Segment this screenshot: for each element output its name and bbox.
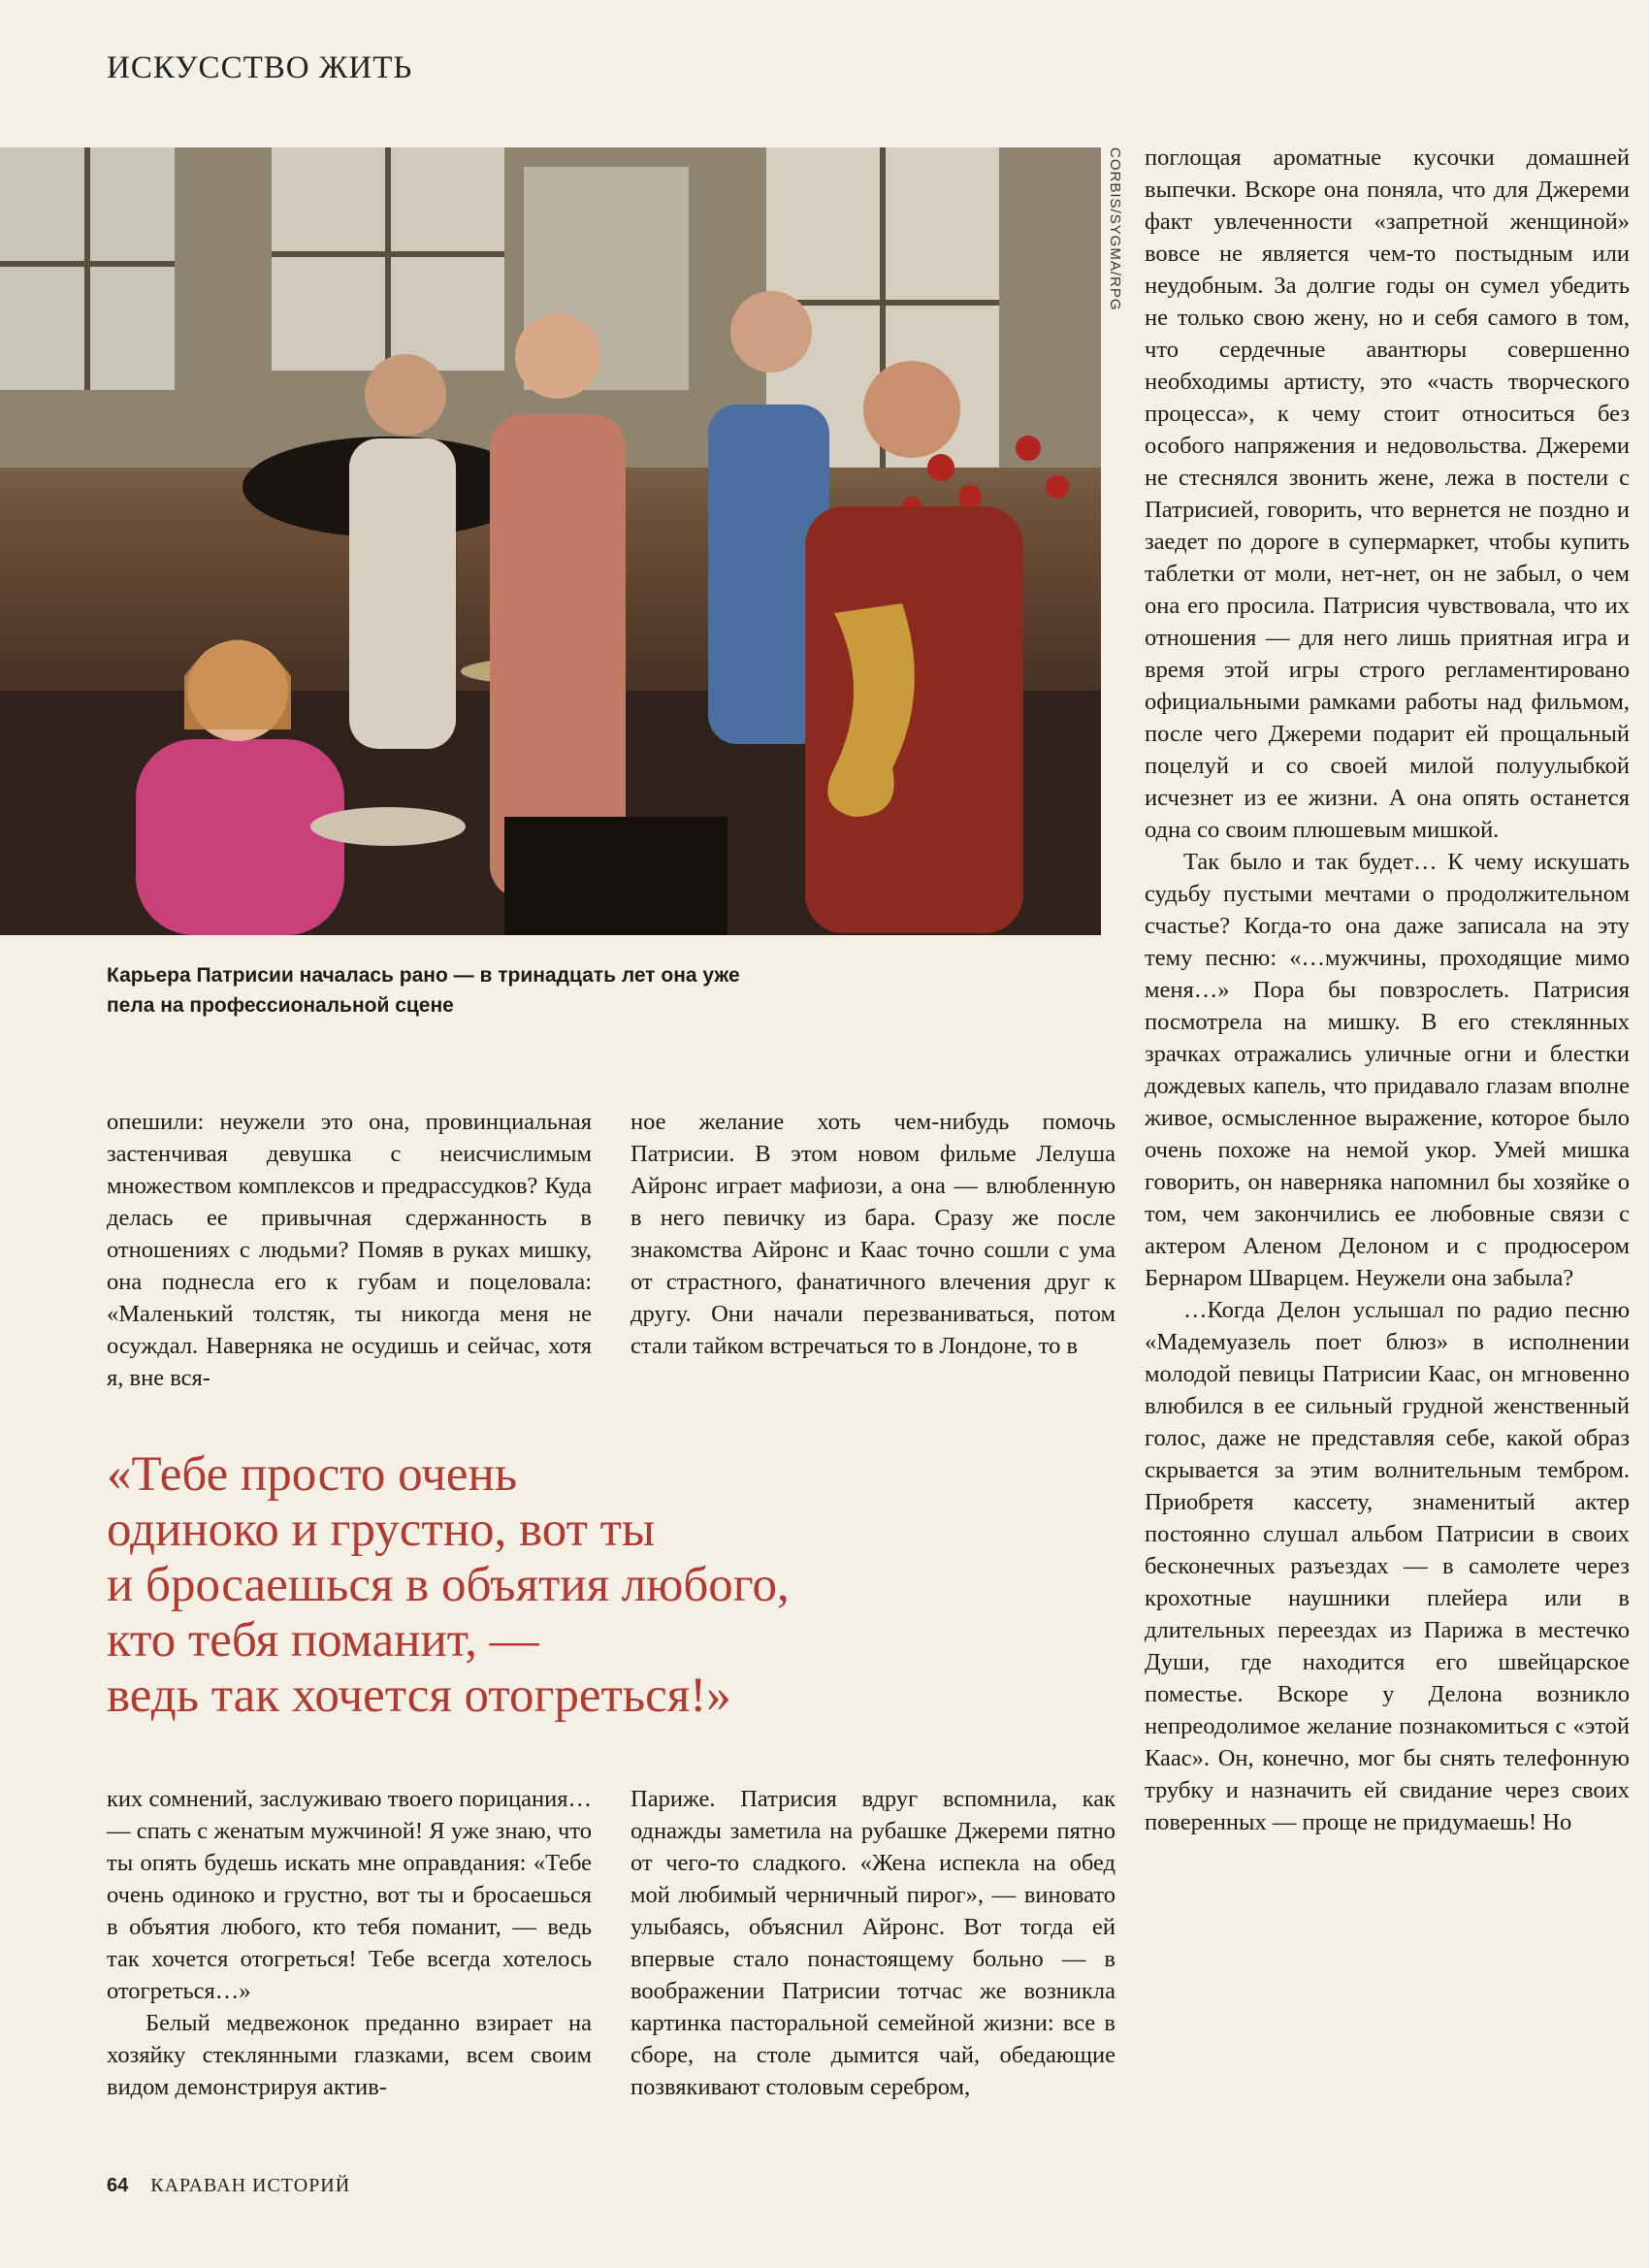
paragraph: Так было и так будет… К чему искушать судьбу пустыми мечтами о продолжительном счастье? Когда-то она даже записала на эту тему песню: «…мужчины, проходящие мимо меня…» Пора бы повзрослеть. Патрисия посмотрела на мишку. В его стеклянных зрачках отражались уличные огни и блестки дождевых капель, что придавало глазам вполне живое, осмысленное выражение, которое было очень похоже на немой укор. Умей мишка говорить, он наверняка напомнил бы хозяйке о том, чем закончились ее любовные связи с актером Аленом Делоном и с продюсером Бернаром Шварцем. Неужели она забыла? bbox=[1145, 849, 1630, 1291]
pull-quote-line: одиноко и грустно, вот ты bbox=[107, 1503, 656, 1557]
paragraph: ное желание хоть чем-нибудь помочь Патрисии. В этом новом фильме Лелуша Айронс играет мафиози, а она — влюбленную в него певичку из бара. Сразу же после знакомства Айронс и Каас точно сошли с ума от страстного, фанатичного влечения друг к другу. Они начали перезваниваться, потом стали тайком встречаться то в Лондоне, то в bbox=[630, 1109, 1116, 1359]
right-column bbox=[1145, 142, 1630, 1838]
pull-quote-line: «Тебе просто очень bbox=[107, 1447, 518, 1502]
pull-quote-line: ведь так хочется отогреться!» bbox=[107, 1669, 731, 1723]
band-photo bbox=[0, 147, 1101, 935]
paragraph: Париже. Патрисия вдруг вспомнила, как однажды заметила на рубашке Джереми пятно от чего-то сладкого. «Жена испекла на обед мой любимый черничный пирог», — виновато улыбаясь, объяснил Айронс. Вот тогда ей впервые стало понастоящему больно — в воображении Патрисии тотчас же возникла картинка пасторальной семейной жизни: все в сборе, на столе дымится чай, обедающие позвякивают столовым серебром, bbox=[630, 1786, 1116, 2100]
magazine-name: КАРАВАН ИСТОРИЙ bbox=[150, 2175, 351, 2196]
page-number: 64 bbox=[107, 2175, 129, 2196]
section-title: ИСКУССТВО ЖИТЬ bbox=[107, 50, 413, 85]
column-middle-lower bbox=[630, 1783, 1116, 2103]
column-middle-upper bbox=[630, 1106, 1116, 1362]
photo-illustration bbox=[0, 147, 1101, 935]
paragraph: Белый медвежонок преданно взирает на хозяйку стеклянными глазками, всем своим видом демонстрируя актив- bbox=[107, 2010, 592, 2100]
paragraph: ких сомнений, заслуживаю твоего порицания… — спать с женатым мужчиной! Я уже знаю, что ты опять будешь искать мне оправдания: «Тебе очень одиноко и грустно, вот ты и бросаешься в объятия любого, кто тебя поманит, — ведь так хочется отогреться! Тебе всегда хотелось отогреться…» bbox=[107, 1786, 592, 2004]
paragraph: опешили: неужели это она, провинциальная застенчивая девушка с неисчислимым множеством комплексов и предрассудков? Куда делась ее привычная сдержанность в отношениях с людьми? Помяв в руках мишку, она поднесла его к губам и поцеловала: «Маленький толстяк, ты никогда меня не осуждал. Наверняка не осудишь и сейчас, хотя я, вне вся- bbox=[107, 1109, 592, 1391]
photo-caption: Карьера Патрисии началась рано — в тринадцать лет она уже пела на профессиональной сцене bbox=[107, 964, 740, 1017]
paragraph: поглощая ароматные кусочки домашней выпечки. Вскоре она поняла, что для Джереми факт увлеченности «запретной женщиной» вовсе не является чем-то постыдным или неудобным. За долгие годы он сумел убедить не только свою жену, но и себя самого в том, что сердечные авантюры совершенно необходимы артисту, это «часть творческого процесса», к чему стоит относиться без особого напряжения и недовольства. Джереми не стеснялся звонить жене, лежа в постели с Патрисией, говорить, что вернется не поздно и заедет по дороге в супермаркет, чтобы купить таблетки от моли, нет-нет, он не забыл, о чем она его просила. Патрисия чувствовала, что их отношения — для него лишь приятная игра и время этой игры строго регламентировано официальными рамками работы над фильмом, после чего Джереми подарит ей прощальный поцелуй и со своей милой полуулыбкой исчезнет из ее жизни. А она опять останется одна со своим плюшевым мишкой. bbox=[1145, 145, 1630, 843]
pull-quote-line: кто тебя поманит, — bbox=[107, 1613, 539, 1668]
column-left-upper bbox=[107, 1106, 592, 1394]
pull-quote bbox=[107, 1447, 1135, 1724]
column-left-lower bbox=[107, 1783, 592, 2103]
pull-quote-line: и бросаешься в объятия любого, bbox=[107, 1558, 790, 1612]
page-footer bbox=[107, 2175, 350, 2197]
photo-credit: CORBIS/SYGMA/RPG bbox=[1107, 147, 1123, 311]
paragraph: …Когда Делон услышал по радио песню «Мадемуазель поет блюз» в исполнении молодой певицы Патрисии Каас, он мгновенно влюбился в ее сильный грудной женственный голос, даже не представляя себе, какой образ скрывается за этим волнительным тембром. Приобретя кассету, знаменитый актер постоянно слушал альбом Патрисии в своих бесконечных разъездах — в самолете через крохотные наушники плейера или в длительных переездах из Парижа в местечко Души, где находится его швейцарское поместье. Вскоре у Делона возникло непреодолимое желание познакомиться с «этой Каас». Он, конечно, мог бы снять телефонную трубку и назначить ей свидание через своих поверенных — проще не придумаешь! Но bbox=[1145, 1297, 1630, 1835]
